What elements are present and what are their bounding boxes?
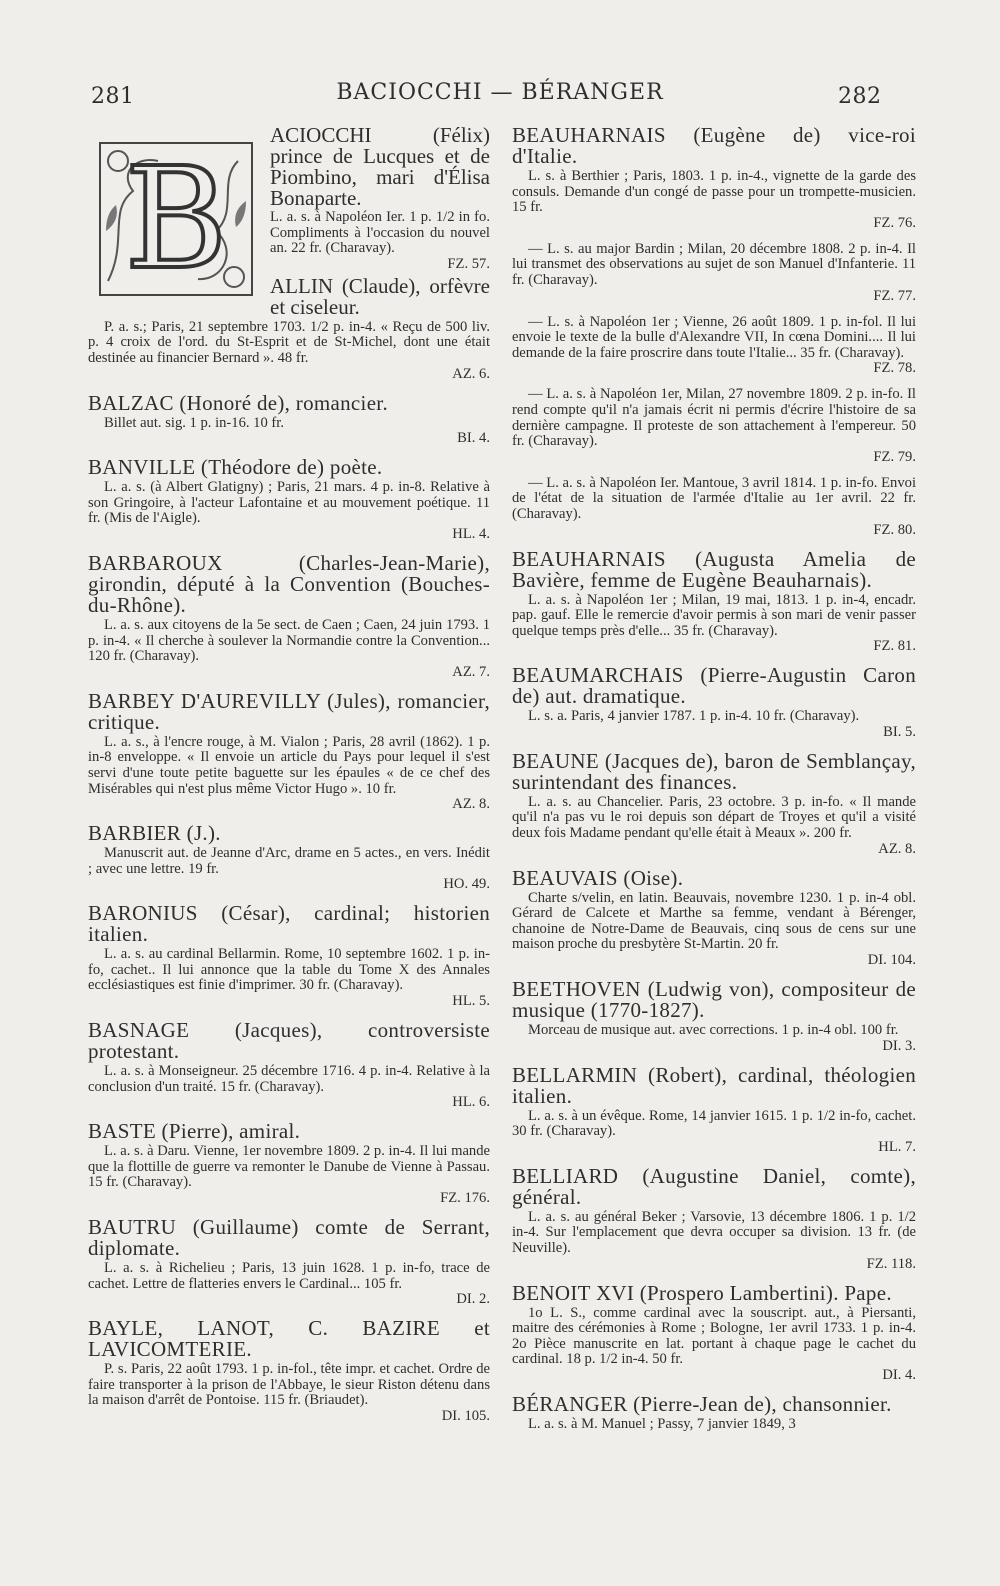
entry-cote: FZ. 78. bbox=[873, 360, 916, 377]
entry-body: L. a. s. à Monseigneur. 25 décembre 1716. 4 p. in-4. Relative à la conclusion d'un traité. 15 fr. (Charavay). bbox=[88, 1063, 490, 1095]
entry-body: — L. s. à Napoléon 1er ; Vienne, 26 août 1809. 1 p. in-fol. Il lui envoie le texte de la bulle d'Alexandre VII, In cœna Domini.... Il lui demande de la faire proscrire dans toute l'Italie... 35 fr. (Charavay). bbox=[512, 313, 916, 361]
entry-body: Billet aut. sig. 1 p. in-16. 10 fr. bbox=[104, 414, 284, 431]
entry-name: BELLIARD (Augustine Daniel, comte), général. bbox=[512, 1163, 916, 1209]
catalogue-entry bbox=[88, 1121, 490, 1206]
entry-body: Manuscrit aut. de Jeanne d'Arc, drame en 5 actes., en vers. Inédit ; avec une lettre. 19 fr. bbox=[88, 845, 490, 877]
right-entries bbox=[512, 125, 916, 1433]
entry-body: L. a. s. au Chancelier. Paris, 23 octobre. 3 p. in-fo. « Il mande qu'il n'a pas vu le roi depuis son départ de Troyes et qu'il a visité deux fois Madame pendant qu'elle était à Meaux ». 200 fr. bbox=[512, 793, 916, 842]
ornamental-initial-b-icon bbox=[88, 131, 264, 307]
entry-cote: DI. 4. bbox=[882, 1366, 916, 1383]
catalogue-entry bbox=[512, 476, 916, 538]
entry-cote: HL. 5. bbox=[452, 993, 490, 1010]
entry-cote: AZ. 8. bbox=[878, 840, 916, 857]
entry-cote: FZ. 81. bbox=[873, 638, 916, 655]
entry-cote: FZ. 80. bbox=[873, 521, 916, 538]
left-column bbox=[88, 125, 490, 1435]
entry-cote: HL. 6. bbox=[452, 1094, 490, 1111]
entry-body: L. a. s. à M. Manuel ; Passy, 7 janvier 1849, 3 bbox=[528, 1415, 796, 1432]
entry-body: — L. a. s. à Napoléon 1er, Milan, 27 novembre 1809. 2 p. in-fo. Il rend compte qu'il n'a jamais écrit ni permis d'écrire l'histoire de sa dernière campagne. Il proteste de son attachement à l'empereur. 50 fr. (Charavay). bbox=[512, 386, 916, 450]
entry-name: BAYLE, LANOT, C. BAZIRE et LAVICOMTERIE. bbox=[88, 1316, 490, 1362]
entry-cote: FZ. 79. bbox=[873, 448, 916, 465]
catalogue-entry bbox=[512, 1163, 916, 1272]
entry-name: BEAUVAIS (Oise). bbox=[512, 865, 684, 890]
catalogue-entry bbox=[512, 1391, 916, 1433]
catalogue-entry bbox=[512, 315, 916, 377]
entry-body: L. a. s. au cardinal Bellarmin. Rome, 10 septembre 1602. 1 p. in-fo, cachet.. Il lui annonce que la table du Tome X des Annales ecclésiastiques est finie d'imprimer. 30 fr. (Charavay). bbox=[88, 946, 490, 994]
entry-cote: DI. 104. bbox=[867, 952, 916, 969]
catalogue-entry bbox=[88, 688, 490, 813]
entry-body: Morceau de musique aut. avec corrections. 1 p. in-4 obl. 100 fr. bbox=[528, 1022, 899, 1039]
dropcap-letter: B bbox=[124, 138, 228, 301]
entry-name: BASTE (Pierre), amiral. bbox=[88, 1119, 301, 1144]
entry-cote: FZ. 176. bbox=[440, 1190, 490, 1207]
catalogue-entry bbox=[512, 1062, 916, 1155]
entry-cote: HO. 49. bbox=[443, 876, 490, 893]
entry-name: BASNAGE (Jacques), controversiste protestant. bbox=[88, 1018, 490, 1064]
right-page-number: 282 bbox=[838, 84, 882, 109]
entry-name: BEAUNE (Jacques de), baron de Semblançay, surintendant des finances. bbox=[512, 748, 916, 794]
catalogue-entry bbox=[512, 242, 916, 304]
left-page-number: 281 bbox=[91, 84, 135, 109]
entry-body: L. a. s. à un évêque. Rome, 14 janvier 1615. 1 p. 1/2 in-fo, cachet. 30 fr. (Charavay). bbox=[512, 1107, 916, 1140]
entry-name: BENOIT XVI (Prospero Lambertini). Pape. bbox=[512, 1280, 892, 1305]
entry-body: L. s. a. Paris, 4 janvier 1787. 1 p. in-4. 10 fr. (Charavay). bbox=[528, 708, 860, 725]
catalogue-entry bbox=[88, 903, 490, 1009]
entry-cote: BI. 5. bbox=[883, 723, 916, 740]
entry-body: P. a. s.; Paris, 21 septembre 1703. 1/2 p. in-4. « Reçu de 500 liv. p. 4 croix de l'ord. du St-Esprit et de St-Michel, dont une était destinée au financier Bernard ». 48 fr. bbox=[88, 318, 490, 366]
dropcap-text bbox=[270, 125, 490, 318]
entry-cote: FZ. 118. bbox=[866, 1255, 916, 1272]
entry-cote: FZ. 77. bbox=[873, 287, 916, 304]
entry-name: ACIOCCHI (Félix) prince de Lucques et de Piombino, mari d'Élisa Bonaparte. bbox=[270, 123, 490, 210]
catalogue-entry bbox=[88, 390, 490, 447]
left-entries bbox=[88, 320, 490, 1424]
entry-cote: DI. 3. bbox=[882, 1037, 916, 1054]
entry-name: BARONIUS (César), cardinal; historien italien. bbox=[88, 901, 490, 947]
entry-body: L. s. à Berthier ; Paris, 1803. 1 p. in-4., vignette de la garde des consuls. Demande d'un congé de passe pour un trompette-musicien. 15 fr. bbox=[512, 168, 916, 216]
entry-name: ALLIN (Claude), orfèvre et ciseleur. bbox=[270, 273, 490, 319]
entry-cote: HL. 7. bbox=[878, 1138, 916, 1155]
catalogue-entry bbox=[512, 665, 916, 740]
catalogue-entry bbox=[512, 546, 916, 655]
entry-body: L. a. s. (à Albert Glatigny) ; Paris, 21 mars. 4 p. in-8. Relative à son Gringoire, à l'acteur Lafontaine et au mouvement poétique. 11 fr. (Mis de l'Aigle). bbox=[88, 479, 490, 527]
entry-body: L. a. s. aux citoyens de la 5e sect. de Caen ; Caen, 24 juin 1793. 1 p. in-4. « Il cherche à soulever la Normandie contre la Convention... 120 fr. (Charavay). bbox=[88, 616, 490, 665]
catalogue-entry bbox=[88, 1217, 490, 1307]
catalogue-entry bbox=[512, 865, 916, 969]
entry-body: — L. a. s. à Napoléon Ier. Mantoue, 3 avril 1814. 1 p. in-fo. Envoi de l'état de la situation de l'armée d'Italie au 1er avril. 22 fr. (Charavay). bbox=[512, 474, 916, 522]
entry-body: L. a. s. à Napoléon 1er ; Milan, 19 mai, 1813. 1 p. in-4, encadr. pap. gauf. Elle le remercie d'avoir permis à son mari de venir passer quelque temps près d'elle... 35 fr. (Charavay). bbox=[512, 591, 916, 639]
entry-cote: AZ. 6. bbox=[452, 365, 490, 382]
entry-name: BEAUMARCHAIS (Pierre-Augustin Caron de) aut. dramatique. bbox=[512, 663, 916, 709]
catalogue-entry bbox=[88, 550, 490, 680]
catalogue-entry bbox=[88, 320, 490, 382]
catalogue-entry bbox=[512, 748, 916, 857]
entry-body: L. a. s. à Napoléon Ier. 1 p. 1/2 in fo. Compliments à l'occasion du nouvel an. 22 fr. (Charavay). bbox=[270, 209, 490, 257]
entry-cote: BI. 4. bbox=[457, 430, 490, 447]
entry-body: L. a. s. au général Beker ; Varsovie, 13 décembre 1806. 1 p. 1/2 in-4. Sur l'emplacement que devra occuper sa division. 13 fr. (de Neuville). bbox=[512, 1208, 916, 1256]
entry-name: BEAUHARNAIS (Augusta Amelia de Bavière, femme de Eugène Beauharnais). bbox=[512, 546, 916, 592]
dropcap-block bbox=[88, 125, 490, 318]
catalogue-entry bbox=[88, 457, 490, 542]
running-head: BACIOCCHI — BÉRANGER bbox=[336, 80, 664, 105]
entry-body: P. s. Paris, 22 août 1793. 1 p. in-fol., tête impr. et cachet. Ordre de faire transporter à la prison de l'Abbaye, le sieur Riston détenu dans la maison d'arrêt de Pontoise. 115 fr. (Briaudet). bbox=[88, 1361, 490, 1409]
entry-cote: FZ. 76. bbox=[873, 214, 916, 231]
entry-name: BEETHOVEN (Ludwig von), compositeur de musique (1770-1827). bbox=[512, 977, 916, 1023]
catalogue-entry bbox=[88, 823, 490, 892]
entry-cote: AZ. 8. bbox=[452, 796, 490, 813]
catalogue-entry bbox=[512, 125, 916, 231]
entry-body: — L. s. au major Bardin ; Milan, 20 décembre 1808. 2 p. in-4. Il lui transmet des observations au sujet de son Manuel d'Infanterie. 11 fr. (Charavay). bbox=[512, 240, 916, 288]
entry-name: BANVILLE (Théodore de) poète. bbox=[88, 455, 383, 480]
entry-name: BARBEY D'AUREVILLY (Jules), romancier, critique. bbox=[88, 688, 490, 734]
catalogue-entry bbox=[512, 1280, 916, 1383]
entry-cote: HL. 4. bbox=[452, 525, 490, 542]
entry-cote: DI. 2. bbox=[456, 1291, 490, 1308]
catalogue-entry bbox=[512, 979, 916, 1054]
entry-body: 1o L. S., comme cardinal avec la souscript. aut., à Piersanti, maitre des cérémonies à Rome ; Bologne, 1er avril 1733. 1 p. in-4. 2o Pièce manuscrite en lat. portant à chaque page le cachet du cardinal. 18 p. 1/2 in-4. 50 fr. bbox=[512, 1304, 916, 1368]
entry-name: BAUTRU (Guillaume) comte de Serrant, diplomate. bbox=[88, 1215, 490, 1261]
entry-name: BÉRANGER (Pierre-Jean de), chansonnier. bbox=[512, 1391, 892, 1416]
entry-body: Charte s/velin, en latin. Beauvais, novembre 1230. 1 p. in-4 obl. Gérard de Calcete et Marthe sa femme, vendant à Bérenger, chanoine de Notre-Dame de Beauvais, cinq sous de cens sur une maison proche du presbytère St-Martin. 20 fr. bbox=[512, 889, 916, 953]
entry-name: BELLARMIN (Robert), cardinal, théologien italien. bbox=[512, 1062, 916, 1108]
entry-cote: FZ. 57. bbox=[447, 255, 490, 272]
entry-body: L. a. s. à Richelieu ; Paris, 13 juin 1628. 1 p. in-fo, trace de cachet. Lettre de flatteries envers le Cardinal... 105 fr. bbox=[88, 1260, 490, 1292]
catalogue-entry bbox=[88, 1318, 490, 1424]
entry-name: BEAUHARNAIS (Eugène de) vice-roi d'Italie. bbox=[512, 123, 916, 168]
entry-name: BARBAROUX (Charles-Jean-Marie), girondin, député à la Convention (Bouches-du-Rhône). bbox=[88, 550, 490, 617]
entry-name: BALZAC (Honoré de), romancier. bbox=[88, 390, 388, 415]
entry-cote: AZ. 7. bbox=[452, 663, 490, 680]
entry-name: BARBIER (J.). bbox=[88, 821, 221, 846]
entry-cote: DI. 105. bbox=[441, 1408, 490, 1424]
right-column bbox=[512, 125, 916, 1444]
catalogue-entry bbox=[88, 1020, 490, 1110]
entry-body: L. a. s., à l'encre rouge, à M. Vialon ; Paris, 28 avril (1862). 1 p. in-8 enveloppe. « Il envoie un article du Pays pour lequel il s'est servi d'une toute petite baguette sur les épaules « de ce chef des Misérables qui n'est plus même Victor Hugo ». 10 fr. bbox=[88, 733, 490, 797]
entry-body: L. a. s. à Daru. Vienne, 1er novembre 1809. 2 p. in-4. Il lui mande que la flottille de guerre va remonter le Danube de Vienne à Passau. 15 fr. (Charavay). bbox=[88, 1143, 490, 1191]
catalogue-entry bbox=[512, 387, 916, 464]
